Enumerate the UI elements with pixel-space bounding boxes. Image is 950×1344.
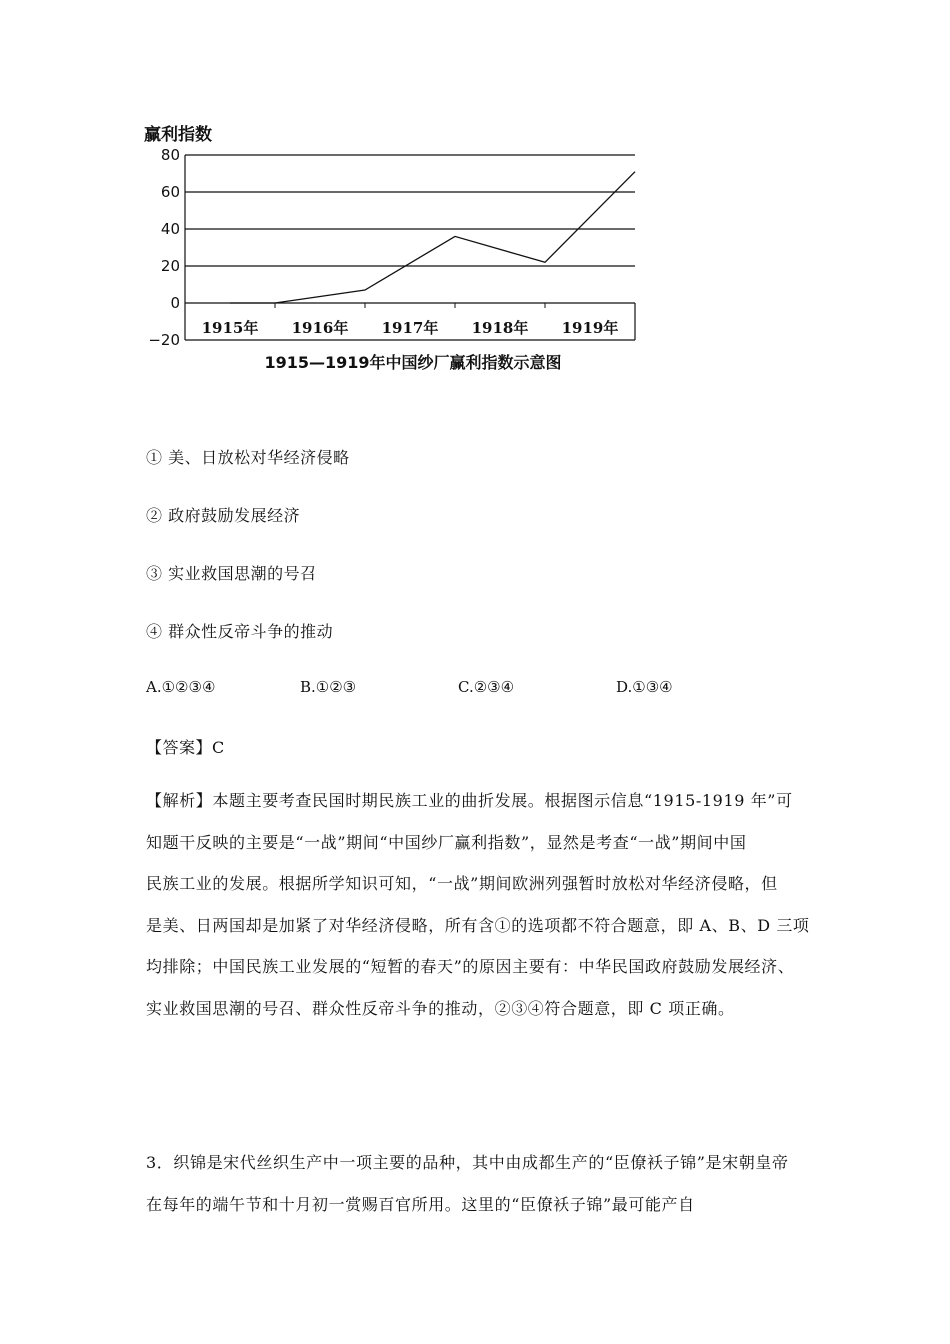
y-tick-label: 0 bbox=[170, 294, 180, 312]
chart-title: 1915—1919年中国纱厂赢利指数示意图 bbox=[264, 353, 562, 372]
x-tick-label: 1919年 bbox=[561, 319, 619, 337]
analysis-line: 实业救国思潮的号召、群众性反帝斗争的推动，②③④符合题意，即 C 项正确。 bbox=[146, 998, 735, 1018]
option-c: C.②③④ bbox=[458, 678, 515, 696]
option-a: A.①②③④ bbox=[146, 678, 216, 696]
x-tick-label: 1916年 bbox=[291, 319, 349, 337]
analysis-line: 民族工业的发展。根据所学知识可知，“一战”期间欧洲列强暂时放松对华经济侵略，但 bbox=[146, 874, 778, 893]
y-tick-label: −20 bbox=[148, 331, 180, 349]
y-tick-label: 20 bbox=[160, 257, 180, 275]
y-tick-label: 80 bbox=[160, 146, 180, 164]
item-4: ④ 群众性反帝斗争的推动 bbox=[146, 622, 334, 641]
option-d: D.①③④ bbox=[616, 678, 673, 696]
analysis bbox=[146, 780, 826, 1029]
series-line bbox=[230, 172, 635, 303]
y-axis-label: 赢利指数 bbox=[144, 125, 212, 145]
x-tick-label: 1915年 bbox=[201, 319, 259, 337]
x-tick-label: 1917年 bbox=[381, 319, 439, 337]
analysis-line: 知题干反映的主要是“一战”期间“中国纱厂赢利指数”，显然是考查“一战”期间中国 bbox=[146, 832, 747, 852]
item-3: ③ 实业救国思潮的号召 bbox=[146, 564, 317, 583]
profit-index-chart bbox=[140, 120, 650, 380]
option-b: B.①②③ bbox=[300, 678, 357, 696]
analysis-line: 均排除；中国民族工业发展的“短暂的春天”的原因主要有：中华民国政府鼓励发展经济、 bbox=[146, 957, 795, 976]
analysis-line: 【解析】本题主要考查民国时期民族工业的曲折发展。根据图示信息“1915-1919 年”可 bbox=[146, 791, 793, 810]
item-1: ① 美、日放松对华经济侵略 bbox=[146, 448, 350, 467]
answer: 【答案】C bbox=[146, 738, 225, 757]
item-2: ② 政府鼓励发展经济 bbox=[146, 506, 301, 525]
y-tick-label: 40 bbox=[160, 220, 180, 238]
y-tick-label: 60 bbox=[160, 183, 180, 201]
question-line: 在每年的端午节和十月初一赏赐百官所用。这里的“臣僚袄子锦”最可能产自 bbox=[146, 1194, 695, 1214]
analysis-line: 是美、日两国却是加紧了对华经济侵略，所有含①的选项都不符合题意，即 A、B、D 三项 bbox=[146, 915, 810, 935]
question-line: 3．织锦是宋代丝织生产中一项主要的品种，其中由成都生产的“臣僚袄子锦”是宋朝皇帝 bbox=[146, 1153, 789, 1172]
x-tick-label: 1918年 bbox=[471, 319, 529, 337]
question-3 bbox=[146, 1142, 826, 1225]
chart-svg bbox=[140, 120, 650, 380]
